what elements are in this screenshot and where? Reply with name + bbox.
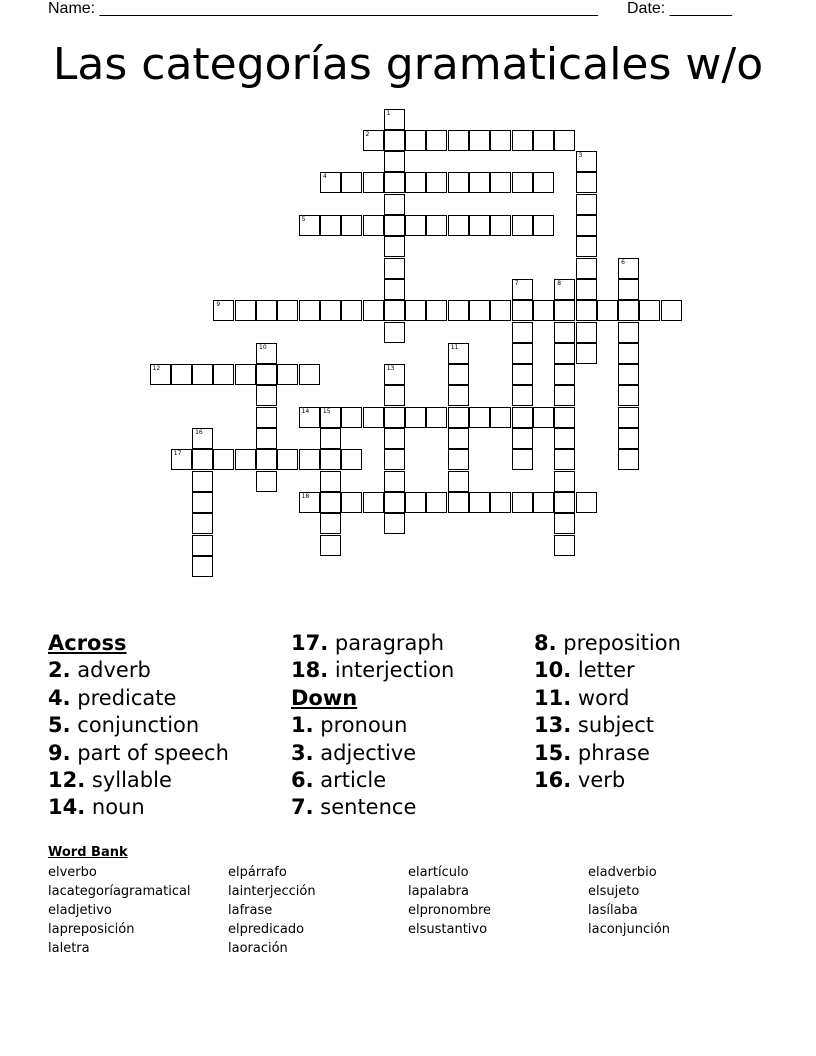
crossword-cell[interactable] <box>277 449 298 470</box>
crossword-cell[interactable] <box>341 215 362 236</box>
clue-down-1: 1. pronoun <box>291 713 408 738</box>
cell-number: 17 <box>173 450 182 458</box>
clue-down-15: 15. phrase <box>534 740 650 765</box>
crossword-cell[interactable] <box>554 492 575 513</box>
crossword-cell[interactable] <box>448 407 469 428</box>
across-heading: Across <box>48 631 127 655</box>
crossword-cell[interactable] <box>618 449 639 470</box>
clue-down-7: 7. sentence <box>291 795 417 820</box>
crossword-cell[interactable] <box>235 364 256 385</box>
crossword-cell[interactable] <box>512 428 533 449</box>
crossword-cell[interactable] <box>618 258 639 279</box>
crossword-cell[interactable] <box>299 492 320 513</box>
crossword-cell[interactable] <box>363 300 384 321</box>
crossword-cell[interactable] <box>490 215 511 236</box>
crossword-cell[interactable] <box>384 471 405 492</box>
crossword-cell[interactable] <box>576 300 597 321</box>
crossword-cell[interactable] <box>490 407 511 428</box>
down-heading: Down <box>291 685 358 710</box>
header <box>48 0 748 20</box>
cell-number: 8 <box>557 279 562 287</box>
word-bank-column <box>228 863 316 958</box>
crossword-cell[interactable] <box>576 194 597 215</box>
word-bank-item: lacategoríagramatical <box>48 884 191 899</box>
crossword-cell[interactable] <box>384 492 405 513</box>
crossword-cell[interactable] <box>618 300 639 321</box>
crossword-cell[interactable] <box>533 172 554 193</box>
crossword-cell[interactable] <box>320 428 341 449</box>
crossword-cell[interactable] <box>363 407 384 428</box>
crossword-cell[interactable] <box>512 322 533 343</box>
crossword-cell[interactable] <box>512 279 533 300</box>
word-bank-title: Word Bank <box>48 845 128 860</box>
crossword-cell[interactable] <box>533 215 554 236</box>
clue-column-3 <box>534 630 681 794</box>
crossword-cell[interactable] <box>320 300 341 321</box>
crossword-cell[interactable] <box>171 364 192 385</box>
crossword-cell[interactable] <box>213 300 234 321</box>
crossword-cell[interactable] <box>150 364 171 385</box>
crossword-cell[interactable] <box>512 492 533 513</box>
cell-number: 15 <box>322 407 331 415</box>
word-bank-item: elsujeto <box>588 884 640 899</box>
crossword-cell[interactable] <box>512 172 533 193</box>
crossword-cell[interactable] <box>192 471 213 492</box>
crossword-cell[interactable] <box>448 130 469 151</box>
crossword-cell[interactable] <box>512 343 533 364</box>
crossword-cell[interactable] <box>171 449 192 470</box>
word-bank-item: lafrase <box>228 903 273 918</box>
cell-number: 5 <box>301 216 306 223</box>
crossword-cell[interactable] <box>618 343 639 364</box>
crossword-cell[interactable] <box>490 130 511 151</box>
crossword-cell[interactable] <box>448 172 469 193</box>
crossword-cell[interactable] <box>554 130 575 151</box>
crossword-cell[interactable] <box>341 172 362 193</box>
clue-across-5: 5. conjunction <box>48 713 200 738</box>
crossword-cell[interactable] <box>384 385 405 406</box>
crossword-cell[interactable] <box>192 428 213 449</box>
crossword-cell[interactable] <box>320 471 341 492</box>
crossword-cell[interactable] <box>469 492 490 513</box>
date-field[interactable]: Date: _______ <box>627 0 732 17</box>
crossword-cell[interactable] <box>384 449 405 470</box>
crossword-cell[interactable] <box>426 407 447 428</box>
crossword-cell[interactable] <box>618 428 639 449</box>
crossword-cell[interactable] <box>618 364 639 385</box>
crossword-cell[interactable] <box>554 364 575 385</box>
crossword-cell[interactable] <box>192 449 213 470</box>
crossword-cell[interactable] <box>320 535 341 556</box>
crossword-cell[interactable] <box>533 492 554 513</box>
crossword-cell[interactable] <box>554 471 575 492</box>
crossword-cell[interactable] <box>597 300 618 321</box>
cell-number: 18 <box>301 492 310 500</box>
word-bank-item: elpronombre <box>408 903 492 918</box>
crossword-cell[interactable] <box>554 513 575 534</box>
crossword-cell[interactable] <box>448 364 469 385</box>
crossword-cell[interactable] <box>512 364 533 385</box>
clue-down-8: 8. preposition <box>534 631 681 655</box>
clue-down-10: 10. letter <box>534 658 635 683</box>
crossword-cell[interactable] <box>384 194 405 215</box>
cell-number: 6 <box>621 258 625 266</box>
crossword-cell[interactable] <box>639 300 660 321</box>
crossword-cell[interactable] <box>554 535 575 556</box>
clue-down-3: 3. adjective <box>291 740 417 765</box>
word-bank-item: elsustantivo <box>408 922 488 937</box>
crossword-cell[interactable] <box>277 300 298 321</box>
clue-across-18: 18. interjection <box>291 658 455 683</box>
crossword-cell[interactable] <box>384 151 405 172</box>
crossword-cell[interactable] <box>405 215 426 236</box>
crossword-cell[interactable] <box>341 449 362 470</box>
crossword-cell[interactable] <box>490 300 511 321</box>
word-bank-item: eladverbio <box>588 865 657 880</box>
clue-across-17: 17. paragraph <box>291 631 445 655</box>
crossword-cell[interactable] <box>512 385 533 406</box>
crossword-cell[interactable] <box>235 449 256 470</box>
word-bank-item: elverbo <box>48 865 97 880</box>
crossword-cell[interactable] <box>384 236 405 257</box>
crossword-cell[interactable] <box>384 300 405 321</box>
word-bank-item: lasílaba <box>588 903 638 918</box>
crossword-cell[interactable] <box>384 109 405 130</box>
crossword-cell[interactable] <box>384 407 405 428</box>
word-bank-column <box>588 863 670 939</box>
crossword-cell[interactable] <box>363 172 384 193</box>
cell-number: 11 <box>450 343 459 351</box>
cell-number: 7 <box>514 279 519 287</box>
page-title: Las categorías gramaticales w/o <box>52 39 764 90</box>
clue-down-6: 6. article <box>291 768 387 793</box>
crossword-cell[interactable] <box>363 492 384 513</box>
clue-across-12: 12. syllable <box>48 768 172 793</box>
crossword-cell[interactable] <box>320 172 341 193</box>
crossword-cell[interactable] <box>384 258 405 279</box>
word-bank-item: lapalabra <box>408 884 469 899</box>
crossword-cell[interactable] <box>256 343 277 364</box>
crossword-cell[interactable] <box>384 364 405 385</box>
crossword-cell[interactable] <box>576 279 597 300</box>
crossword-cell[interactable] <box>661 300 682 321</box>
crossword-cell[interactable] <box>576 258 597 279</box>
crossword-cell[interactable] <box>533 300 554 321</box>
cell-number: 13 <box>386 365 395 373</box>
crossword-cell[interactable] <box>299 215 320 236</box>
crossword-cell[interactable] <box>469 215 490 236</box>
cell-number: 1 <box>386 109 391 117</box>
crossword-cell[interactable] <box>384 279 405 300</box>
crossword-cell[interactable] <box>405 492 426 513</box>
crossword-cell[interactable] <box>384 322 405 343</box>
word-bank-item: elartículo <box>408 865 469 880</box>
crossword-cell[interactable] <box>533 407 554 428</box>
crossword-cell[interactable] <box>256 385 277 406</box>
clue-across-9: 9. part of speech <box>48 740 229 765</box>
crossword-cell[interactable] <box>576 343 597 364</box>
cell-number: 12 <box>152 365 161 373</box>
cell-number: 14 <box>301 407 310 415</box>
clue-across-2: 2. adverb <box>48 658 151 683</box>
crossword-cell[interactable] <box>299 300 320 321</box>
crossword-cell[interactable] <box>554 385 575 406</box>
crossword-cell[interactable] <box>448 428 469 449</box>
crossword-cell[interactable] <box>213 449 234 470</box>
clue-column-2 <box>291 630 454 822</box>
crossword-cell[interactable] <box>618 385 639 406</box>
crossword-cell[interactable] <box>490 172 511 193</box>
crossword-cell[interactable] <box>618 407 639 428</box>
crossword-cell[interactable] <box>384 172 405 193</box>
crossword-cell[interactable] <box>554 322 575 343</box>
cell-number: 4 <box>322 173 327 181</box>
word-bank-item: elpárrafo <box>228 865 287 880</box>
crossword-cell[interactable] <box>469 300 490 321</box>
crossword-cell[interactable] <box>384 428 405 449</box>
crossword-cell[interactable] <box>256 300 277 321</box>
crossword-cell[interactable] <box>576 215 597 236</box>
crossword-cell[interactable] <box>426 130 447 151</box>
word-bank-item: eladjetivo <box>48 903 112 918</box>
crossword-cell[interactable] <box>512 300 533 321</box>
crossword-cell[interactable] <box>192 556 213 577</box>
crossword-cell[interactable] <box>512 215 533 236</box>
crossword-cell[interactable] <box>554 428 575 449</box>
crossword-cell[interactable] <box>299 449 320 470</box>
cell-number: 10 <box>259 343 267 351</box>
name-field[interactable]: Name: ________________________________________________________ <box>48 0 598 17</box>
crossword-cell[interactable] <box>469 407 490 428</box>
crossword-cell[interactable] <box>256 407 277 428</box>
crossword-cell[interactable] <box>235 300 256 321</box>
crossword-cell[interactable] <box>213 364 234 385</box>
crossword-cell[interactable] <box>512 130 533 151</box>
word-bank-item: laoración <box>228 941 288 956</box>
crossword-cell[interactable] <box>320 407 341 428</box>
crossword-cell[interactable] <box>490 492 511 513</box>
crossword-cell[interactable] <box>533 130 554 151</box>
word-bank-item: laconjunción <box>588 922 670 937</box>
crossword-cell[interactable] <box>277 364 298 385</box>
clue-across-14: 14. noun <box>48 795 145 820</box>
crossword-cell[interactable] <box>384 513 405 534</box>
crossword-cell[interactable] <box>192 364 213 385</box>
clue-column-1 <box>48 630 229 822</box>
crossword-cell[interactable] <box>512 407 533 428</box>
crossword-cell[interactable] <box>341 492 362 513</box>
crossword-cell[interactable] <box>554 407 575 428</box>
crossword-cell[interactable] <box>618 322 639 343</box>
crossword-cell[interactable] <box>405 300 426 321</box>
crossword-cell[interactable] <box>320 513 341 534</box>
cell-number: 16 <box>195 429 203 436</box>
cell-number: 9 <box>216 301 221 309</box>
crossword-cell[interactable] <box>618 279 639 300</box>
clue-across-4: 4. predicate <box>48 685 177 710</box>
crossword-cell[interactable] <box>384 215 405 236</box>
crossword-cell[interactable] <box>576 151 597 172</box>
crossword-cell[interactable] <box>256 364 277 385</box>
crossword-cell[interactable] <box>299 364 320 385</box>
crossword-cell[interactable] <box>405 172 426 193</box>
crossword-cell[interactable] <box>426 300 447 321</box>
word-bank-column <box>48 863 191 958</box>
clue-down-11: 11. word <box>534 685 630 710</box>
crossword-cell[interactable] <box>554 343 575 364</box>
crossword-cell[interactable] <box>554 279 575 300</box>
word-bank-item: lainterjección <box>228 884 316 899</box>
crossword-cell[interactable] <box>341 300 362 321</box>
crossword-cell[interactable] <box>299 407 320 428</box>
crossword-cell[interactable] <box>426 215 447 236</box>
clue-down-13: 13. subject <box>534 713 655 738</box>
crossword-cell[interactable] <box>384 130 405 151</box>
crossword-cell[interactable] <box>448 471 469 492</box>
crossword-cell[interactable] <box>256 471 277 492</box>
crossword-cell[interactable] <box>554 300 575 321</box>
crossword-cell[interactable] <box>576 492 597 513</box>
clue-down-16: 16. verb <box>534 768 626 793</box>
crossword-cell[interactable] <box>320 492 341 513</box>
crossword-cell[interactable] <box>426 172 447 193</box>
crossword-cell[interactable] <box>192 513 213 534</box>
crossword-cell[interactable] <box>426 492 447 513</box>
word-bank-column <box>408 863 491 939</box>
crossword-cell[interactable] <box>256 449 277 470</box>
crossword-cell[interactable] <box>576 172 597 193</box>
crossword-cell[interactable] <box>192 535 213 556</box>
crossword-cell[interactable] <box>405 130 426 151</box>
crossword-cell[interactable] <box>576 236 597 257</box>
crossword-cell[interactable] <box>448 449 469 470</box>
crossword-cell[interactable] <box>448 343 469 364</box>
crossword-cell[interactable] <box>512 449 533 470</box>
crossword-cell[interactable] <box>341 407 362 428</box>
crossword-cell[interactable] <box>448 492 469 513</box>
crossword-cell[interactable] <box>469 172 490 193</box>
crossword-cell[interactable] <box>554 449 575 470</box>
word-bank-item: lapreposición <box>48 922 135 937</box>
word-bank-item: laletra <box>48 941 90 956</box>
crossword-cell[interactable] <box>405 407 426 428</box>
crossword-cell[interactable] <box>363 130 384 151</box>
crossword-cell[interactable] <box>469 130 490 151</box>
crossword-cell[interactable] <box>363 215 384 236</box>
crossword-cell[interactable] <box>448 385 469 406</box>
cell-number: 2 <box>365 130 370 138</box>
word-bank-item: elpredicado <box>228 922 305 937</box>
crossword-cell[interactable] <box>256 428 277 449</box>
crossword-cell[interactable] <box>320 449 341 470</box>
crossword-cell[interactable] <box>320 215 341 236</box>
cell-number: 3 <box>578 152 583 160</box>
crossword-cell[interactable] <box>448 215 469 236</box>
crossword-cell[interactable] <box>576 322 597 343</box>
crossword-cell[interactable] <box>192 492 213 513</box>
crossword-cell[interactable] <box>448 300 469 321</box>
